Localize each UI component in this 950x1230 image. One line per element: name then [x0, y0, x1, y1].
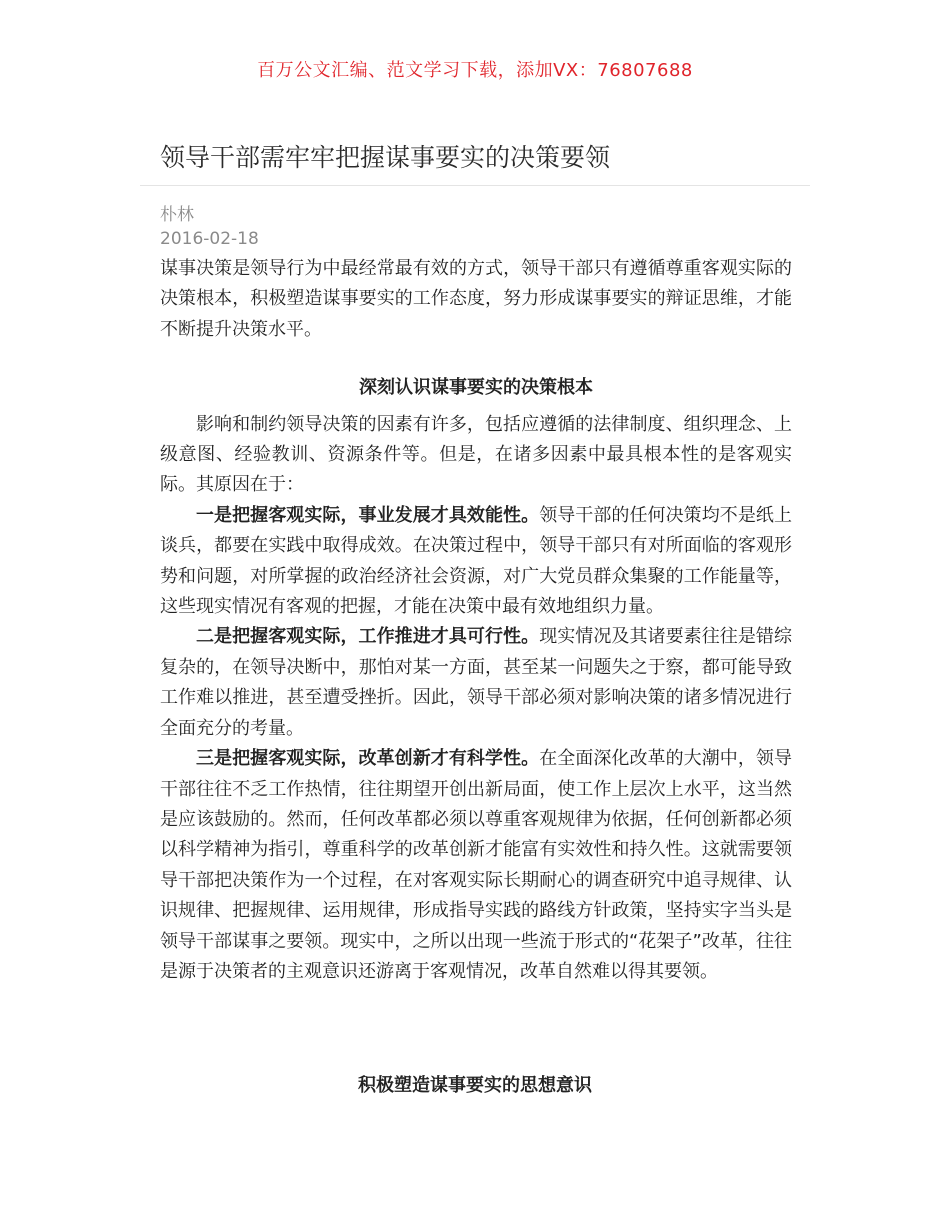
- article-title: 领导干部需牢牢把握谋事要实的决策要领: [160, 143, 611, 172]
- point-lead-1: 一是把握客观实际，事业发展才具效能性。: [196, 504, 540, 526]
- watermark-banner: 百万公文汇编、范文学习下载，添加VX：76807688: [257, 60, 693, 81]
- article-meta: [160, 203, 259, 251]
- point-paragraph-2: [160, 622, 792, 744]
- publish-date: 2016-02-18: [160, 229, 259, 249]
- point-lead-2: 二是把握客观实际，工作推进才具可行性。: [196, 626, 540, 648]
- title-divider: [140, 185, 810, 186]
- point-text-2: 现实情况及其诸要素往往是错综复杂的，在领导决断中，那怕对某一方面，甚至某一问题失之于察，都可能导致工作难以推进，甚至遭受挫折。因此，领导干部必须对影响决策的诸多情况进行全面充分的考量。: [160, 626, 792, 739]
- point-paragraph-3: [160, 744, 792, 987]
- author-name: 朴林: [160, 205, 194, 225]
- section-heading-1: 深刻认识谋事要实的决策根本: [359, 377, 593, 399]
- section-heading-2: 积极塑造谋事要实的思想意识: [358, 1075, 592, 1096]
- point-paragraph-1: [160, 501, 792, 623]
- point-text-1: 领导干部的任何决策均不是纸上谈兵，都要在实践中取得成效。在决策过程中，领导干部只有对所面临的客观形势和问题，对所掌握的政治经济社会资源，对广大党员群众集聚的工作能量等，这些现实情况有客观的把握，才能在决策中最有效地组织力量。: [160, 504, 792, 618]
- point-lead-3: 三是把握客观实际，改革创新才有科学性。: [196, 748, 540, 770]
- intro-paragraph: 谋事决策是领导行为中最经常最有效的方式，领导干部只有遵循尊重客观实际的决策根本，积极塑造谋事要实的工作态度，努力形成谋事要实的辩证思维，才能不断提升决策水平。: [160, 258, 792, 340]
- section1-paragraph: 影响和制约领导决策的因素有许多，包括应遵循的法律制度、组织理念、上级意图、经验教训、资源条件等。但是，在诸多因素中最具根本性的是客观实际。其原因在于：: [160, 413, 792, 496]
- point-text-3: 在全面深化改革的大潮中，领导干部往往不乏工作热情，往往期望开创出新局面，使工作上层次上水平，这当然是应该鼓励的。然而，任何改革都必须以尊重客观规律为依据，任何创新都必须以科学精神为指引，尊重科学的改革创新才能富有实效性和持久性。这就需要领导干部把决策作为一个过程，在对客观实际长期耐心的调查研究中追寻规律、认识规律、把握规律、运用规律，形成指导实践的路线方针政策，坚持实字当头是领导干部谋事之要领。现实中，之所以出现一些流于形式的“花架子”改革，往往是源于决策者的主观意识还游离于客观情况，改革自然难以得其要领。: [160, 748, 792, 982]
- article-body: [160, 254, 792, 987]
